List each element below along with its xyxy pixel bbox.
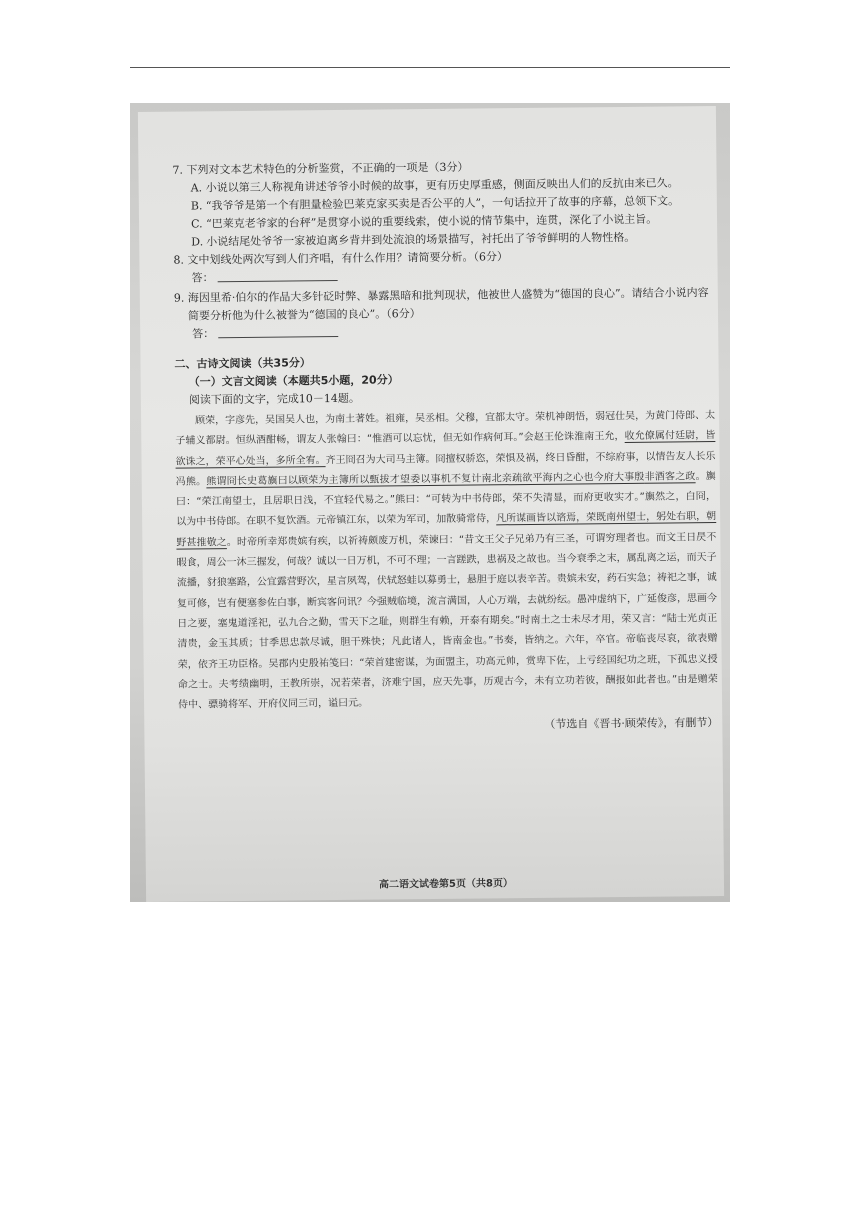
question-8-answer-blank[interactable]: [218, 268, 338, 282]
underlined-sentence-2: 熊谓冏长史葛旟曰以顾荣为主簿所以甄拔才望委以事机不复计南北亲疏欲平海内之心也今府大事殷: [206, 471, 645, 488]
option-d-letter: D.: [191, 235, 204, 249]
option-d-text: 小说结尾处爷爷一家被迫离乡背井到处流浪的场景描写，衬托出了爷爷鲜明的人物性格。: [206, 230, 636, 249]
passage-part-3: 。旟曰：“荣江南望士，且居职日浅，不宜轻代易之。”熊曰：“可转为中书侍郎，荣不失清显，而府更收实才。”旟然之，白冏，以为中书侍郎。在职不复饮酒。元帝镇江东，以荣为军司，加散骑常侍，: [175, 470, 716, 529]
classical-passage: [175, 406, 718, 716]
question-8-number: 8.: [173, 253, 185, 267]
question-7: [172, 156, 713, 252]
passage-part-1: 顾荣，字彦先，吴国吴人也，为南土著姓。祖雍，吴丞相。父穆，宜都太守。荣机神朗悟，弱冠仕吴，为黄门侍郎、太子辅义都尉。恒纵酒酣畅，谓友人张翰曰：“惟酒可以忘忧，但无如作病何耳。”会赵王伦诛淮南王允，: [175, 410, 716, 447]
section-2-instruction: 阅读下面的文字，完成10－14题。: [188, 391, 360, 407]
question-7-number: 7.: [172, 163, 184, 177]
option-b-text: “我爷爷是第一个有胆量检验巴莱克家买卖是否公平的人”，一句话拉开了故事的序幕，总领下文。: [205, 194, 680, 213]
section-2-subtitle: （一）文言文阅读（本题共5小题，20分）: [188, 373, 399, 389]
underlined-sentence-1: 收允僚属付廷尉，皆欲诛之，荣平心处当，多所全宥。: [175, 430, 716, 468]
question-7-stem: 下列对文本艺术特色的分析鉴赏，不正确的一项是（3分）: [186, 160, 469, 177]
underlined-sentence-4: 凡所谋画皆以谘焉，荣既南州望士，躬处右职，朝野甚推敬之: [176, 511, 717, 549]
passage-part-4: 。时帝所幸郑贵嫔有疾，以祈祷颇废万机，荣谏曰：“昔文王父子兄弟乃有三圣，可谓穷理者也。而文王日昃不暇食，周公一沐三握发，何哉？诚以一日万机，不可不理；一言蹉跌，患祸及之故也。当今衰季之末，属乱离之运，而天子流播，豺狼塞路，公宜露营野次，星言夙驾，伏轼怒蛙以募勇士，悬胆于庭以表辛苦。贵嫔未安，药石实急；祷祀之事，诚复可修，岂有便塞参佐白事，断宾客问讯？今强贼临境，流言满国，人心万端，去就纷纭。愚冲虚纳下，广延俊彦，思画今日之要，塞鬼道淫祀，弘九合之勤，雪天下之耻，则群生有赖，开泰有期矣。”时南土之士未尽才用，荣又言：“陆士光贞正清贵，金玉其质；甘季思忠款尽诚，胆干殊快；凡此诸人，皆南金也。”书奏，皆纳之。六年，卒官。帝临丧尽哀，欲表赠荣，依齐王功臣格。吴郡内史殷祐笺曰：“荣首建密谋，为面盟主，功高元帅，赏卑下佐，上亏经国纪功之班，下孤忠义授命之士。夫考绩幽明，王教所崇，况若荣者，济难宁国，应天先事，历观古今，未有立功若彼，酬报如此者也。”由是赠荣侍中、骠骑将军、开府仪同三司，谥曰元。: [176, 531, 718, 711]
option-c-text: “巴莱克老爷家的台秤”是贯穿小说的重要线索，使小说的情节集中，连贯，深化了小说主旨。: [205, 212, 658, 231]
underlined-sentence-3: 非酒客之政: [644, 471, 696, 483]
question-8-stem: 文中划线处两次写到人们齐唱，有什么作用？请简要分析。（6分）: [187, 250, 508, 267]
question-9-stem: 海因里希·伯尔的作品大多针砭时弊、暴露黑暗和批判现状，他被世人盛赞为“德国的良心”。请结合小说内容简要分析他为什么被誉为“德国的良心”。（6分）: [187, 286, 709, 323]
exam-paper: [138, 106, 724, 902]
passage-source: （节选自《晋书·顾荣传》，有删节）: [544, 716, 719, 732]
exam-photo: [130, 103, 730, 902]
question-9-number: 9.: [173, 291, 185, 305]
passage-part-2: 齐王冏召为大司马主簿。冏擅权骄恣，荣惧及祸，终日昏酣，不综府事，以情告友人长乐冯熊。: [175, 450, 716, 488]
question-8-answer-label: 答：: [191, 271, 214, 285]
section-2-title: 二、古诗文阅读（共35分）: [174, 356, 311, 371]
question-8: [173, 246, 713, 288]
question-9-answer-label: 答：: [192, 327, 215, 341]
page-footer: 高二语文试卷第5页（共8页）: [378, 878, 513, 891]
question-9: [174, 284, 715, 344]
exam-page-content: [172, 156, 718, 738]
question-9-answer-blank[interactable]: [218, 324, 338, 338]
option-a-letter: A.: [190, 181, 203, 195]
option-c-letter: C.: [190, 217, 203, 231]
option-b-letter: B.: [190, 199, 203, 213]
top-rule: [130, 67, 730, 68]
option-a-text: 小说以第三人称视角讲述爷爷小时候的故事，更有历史厚重感，侧面反映出人们的反抗由来已久。: [205, 176, 679, 195]
